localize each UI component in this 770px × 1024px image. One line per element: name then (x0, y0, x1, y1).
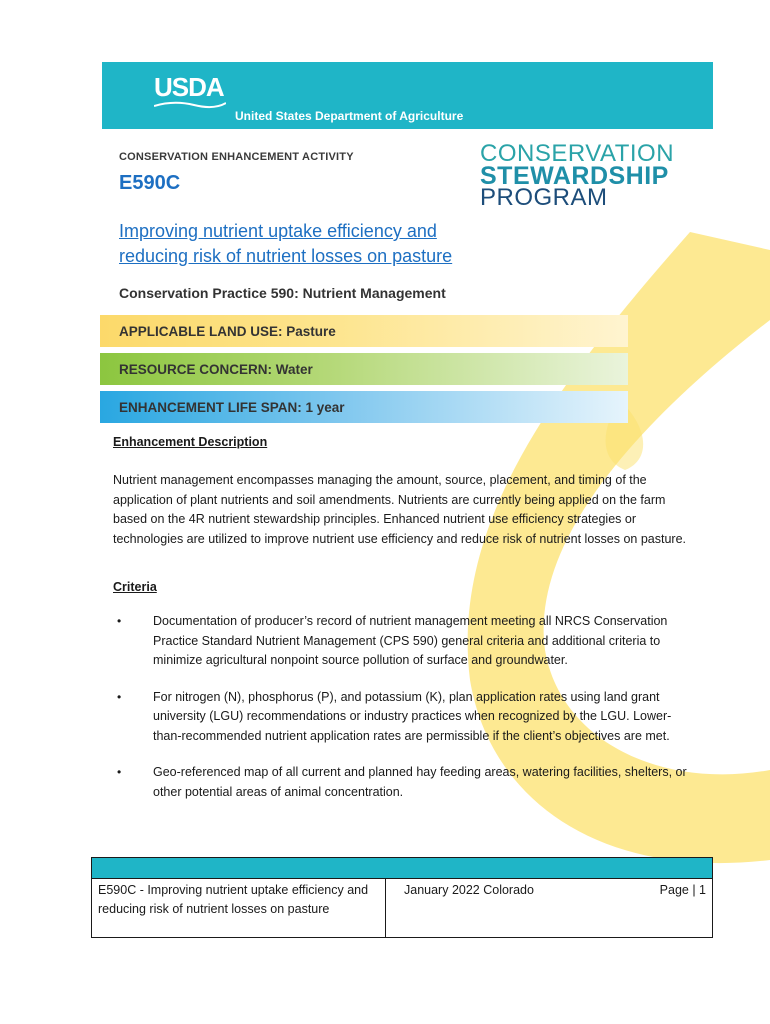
enhancement-title: Improving nutrient uptake efficiency and reducing risk of nutrient losses on pasture (119, 221, 453, 266)
usda-logo: USDA (154, 72, 224, 102)
bullet: • (117, 689, 122, 704)
bullet: • (117, 614, 122, 628)
footer-doc-title: E590C - Improving nutrient uptake efficiency and reducing risk of nutrient losses on pasture (92, 879, 386, 937)
csp-logo-line2: STEWARDSHIP (480, 162, 669, 190)
conservation-practice: Conservation Practice 590: Nutrient Management (119, 285, 446, 301)
activity-code: E590C (119, 172, 181, 194)
usda-logo-swoosh-icon (154, 100, 226, 110)
life-span-band: ENHANCEMENT LIFE SPAN: 1 year (100, 391, 628, 423)
criteria-list (113, 612, 693, 819)
criteria-heading: Criteria (113, 580, 157, 594)
criteria-item (113, 688, 693, 747)
footer-row (92, 879, 712, 937)
criteria-item (113, 612, 693, 671)
page-footer-table (91, 857, 713, 938)
criteria-item-text: Documentation of producer’s record of nutrient management meeting all NRCS Conservation Practice Standard Nutrient Management (CPS 590) general criteria and additional criteria to minimize agricultural nonpoint source pollution of surface and groundwater. (153, 614, 668, 667)
description-heading: Enhancement Description (113, 435, 268, 449)
criteria-item-text: For nitrogen (N), phosphorus (P), and potassium (K), plan application rates using land grant university (LGU) recommendations or industry practices when recognized by the LGU. Lower-than-recommended nutrient application rates are permissible if the client’s objectives are met. (153, 689, 672, 743)
csp-logo-line3: PROGRAM (480, 184, 608, 211)
footer-page-number: Page | 1 (659, 883, 706, 897)
criteria-item-text: Geo-referenced map of all current and planned hay feeding areas, watering facilities, shelters, or other potential areas of animal concentration. (153, 765, 687, 799)
footer-date-state: January 2022 Colorado (404, 883, 534, 897)
activity-label: CONSERVATION ENHANCEMENT ACTIVITY (119, 151, 354, 163)
resource-concern-band: RESOURCE CONCERN: Water (100, 353, 628, 385)
department-name: United States Department of Agriculture (235, 109, 464, 123)
criteria-item (113, 763, 693, 802)
description-text: Nutrient management encompasses managing the amount, source, placement, and timing of the application of plant nutrients and soil amendments. Nutrients are currently being applied on the farm based on the 4R nutrient stewardship principles. Enhanced nutrient use efficiency strategies or technologies are utilized to improve nutrient use efficiency and reduce risk of nutrient losses on pasture. (113, 473, 687, 546)
csp-program-logo (480, 140, 675, 211)
bullet: • (117, 765, 122, 779)
csp-logo-line1: CONSERVATION (480, 140, 675, 167)
land-use-band: APPLICABLE LAND USE: Pasture (100, 315, 628, 347)
usda-header-banner (102, 62, 713, 129)
footer-color-bar (92, 858, 712, 879)
